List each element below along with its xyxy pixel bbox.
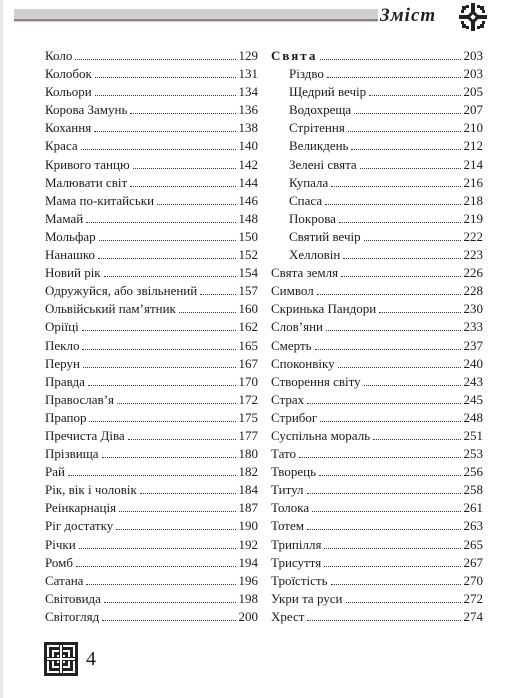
entry-title: Сатана <box>45 572 84 588</box>
entry-page-number: 222 <box>463 228 483 244</box>
entry-title: Трисуття <box>271 554 322 570</box>
entry-title: Водохреща <box>289 102 352 118</box>
toc-right-entry[interactable] <box>271 554 483 572</box>
entry-page-number: 207 <box>463 102 483 118</box>
entry-page-number: 265 <box>463 536 483 552</box>
toc-left-entry[interactable] <box>45 481 258 499</box>
entry-title: Свята <box>271 48 318 63</box>
entry-title: Правда <box>45 373 85 389</box>
entry-title: Оріїці <box>45 319 79 335</box>
toc-left-entry[interactable] <box>45 391 258 409</box>
toc-left-entry[interactable] <box>45 282 258 300</box>
entry-title: Коло <box>45 48 73 63</box>
dot-leader <box>319 465 461 476</box>
toc-left-entry[interactable] <box>45 409 258 427</box>
toc-left-entry[interactable] <box>45 264 258 282</box>
toc-right-entry[interactable] <box>271 517 483 535</box>
toc-left-entry[interactable] <box>45 572 258 590</box>
entry-title: Світогляд <box>45 608 100 624</box>
dot-leader <box>360 158 461 169</box>
page-number: 4 <box>86 648 96 670</box>
entry-page-number: 216 <box>463 174 483 190</box>
dot-leader <box>346 592 461 603</box>
toc-left-entry[interactable] <box>45 427 258 445</box>
entry-page-number: 258 <box>463 482 483 498</box>
entry-title: Краса <box>45 138 78 154</box>
entry-page-number: 274 <box>463 608 483 624</box>
entry-page-number: 180 <box>238 446 258 462</box>
entry-title: Спаса <box>289 192 323 208</box>
entry-page-number: 162 <box>238 319 258 335</box>
dot-leader <box>324 556 460 567</box>
entry-title: Створення світу <box>271 373 361 389</box>
toc-right-entry[interactable] <box>271 47 483 65</box>
toc-right-entry[interactable] <box>271 228 483 246</box>
entry-page-number: 226 <box>463 265 483 281</box>
entry-page-number: 237 <box>463 337 483 353</box>
entry-page-number: 182 <box>238 464 258 480</box>
toc-right-entry[interactable] <box>271 499 483 517</box>
entry-page-number: 160 <box>238 301 258 317</box>
dot-leader <box>320 49 460 60</box>
toc-right-entry[interactable] <box>271 427 483 445</box>
dot-leader <box>320 411 460 422</box>
entry-title: Стрітення <box>289 120 345 136</box>
toc-right-entry[interactable] <box>271 65 483 83</box>
toc-left-entry[interactable] <box>45 337 258 355</box>
entry-page-number: 253 <box>463 446 483 462</box>
entry-title: Мамай <box>45 210 84 226</box>
entry-title: Великдень <box>289 138 349 154</box>
toc-left-entry[interactable] <box>45 65 258 83</box>
dot-leader <box>95 67 236 78</box>
dot-leader <box>307 519 461 530</box>
toc-left-entry[interactable] <box>45 83 258 101</box>
toc-left-entry[interactable] <box>45 119 258 137</box>
entry-title: Смерть <box>271 337 312 353</box>
entry-title: Ромб <box>45 554 73 570</box>
dot-leader <box>331 574 461 585</box>
toc-right-entry[interactable] <box>271 264 483 282</box>
page-edge <box>0 0 3 698</box>
entry-title: Толока <box>271 500 310 516</box>
entry-title: Кривого танцю <box>45 156 130 172</box>
entry-title: Мольфар <box>45 228 96 244</box>
toc-right-entry[interactable] <box>271 481 483 499</box>
entry-title: Світовида <box>45 590 101 606</box>
entry-title: Укри та руси <box>271 590 343 606</box>
entry-title: Покрова <box>289 210 336 226</box>
toc-right-entry[interactable] <box>271 391 483 409</box>
entry-page-number: 192 <box>238 536 258 552</box>
entry-page-number: 140 <box>238 138 258 154</box>
dot-leader <box>317 284 461 295</box>
dot-leader <box>82 339 235 350</box>
toc-left-entry[interactable] <box>45 463 258 481</box>
toc-right-entry[interactable] <box>271 83 483 101</box>
entry-page-number: 203 <box>463 66 483 82</box>
dot-leader <box>341 266 460 277</box>
dot-leader <box>343 248 460 259</box>
toc-left-entry[interactable] <box>45 101 258 119</box>
entry-page-number: 144 <box>238 174 258 190</box>
dot-leader <box>79 538 236 549</box>
entry-page-number: 170 <box>238 373 258 389</box>
dot-leader <box>312 501 460 512</box>
dot-leader <box>299 447 460 458</box>
dot-leader <box>116 519 235 530</box>
entry-page-number: 261 <box>463 500 483 516</box>
entry-title: Кольори <box>45 84 92 100</box>
entry-title: Свята земля <box>271 265 339 281</box>
dot-leader <box>99 230 236 241</box>
entry-page-number: 154 <box>238 265 258 281</box>
dot-leader <box>117 393 235 404</box>
entry-page-number: 256 <box>463 464 483 480</box>
entry-title: Рік, вік і чоловік <box>45 482 137 498</box>
entry-page-number: 134 <box>238 84 258 100</box>
entry-title: Щедрий вечір <box>289 84 367 100</box>
toc-right-entry[interactable] <box>271 282 483 300</box>
dot-leader <box>89 411 235 422</box>
entry-page-number: 146 <box>238 192 258 208</box>
entry-page-number: 214 <box>463 156 483 172</box>
entry-page-number: 270 <box>463 572 483 588</box>
dot-leader <box>338 357 461 368</box>
dot-leader <box>351 139 460 150</box>
dot-leader <box>369 85 460 96</box>
entry-page-number: 223 <box>463 247 483 263</box>
dot-leader <box>102 610 235 621</box>
toc-left-entry[interactable] <box>45 554 258 572</box>
entry-title: Слов’яни <box>271 319 324 335</box>
entry-page-number: 165 <box>238 337 258 353</box>
dot-leader <box>315 339 461 350</box>
entry-title: Ріг достатку <box>45 518 114 534</box>
dot-leader <box>326 320 460 331</box>
entry-page-number: 251 <box>463 427 483 443</box>
entry-page-number: 187 <box>238 500 258 516</box>
toc-left-entry[interactable] <box>45 246 258 264</box>
entry-title: Тотем <box>271 518 304 534</box>
toc-right-entry[interactable] <box>271 246 483 264</box>
entry-title: Реінкарнація <box>45 500 117 516</box>
toc-right-entry[interactable] <box>271 174 483 192</box>
entry-page-number: 212 <box>463 138 483 154</box>
entry-page-number: 233 <box>463 319 483 335</box>
entry-title: Хрест <box>271 608 305 624</box>
dot-leader <box>102 447 236 458</box>
entry-page-number: 138 <box>238 120 258 136</box>
entry-title: Малювати світ <box>45 174 128 190</box>
entry-page-number: 230 <box>463 301 483 317</box>
entry-page-number: 218 <box>463 192 483 208</box>
entry-title: Троїстість <box>271 572 328 588</box>
entry-page-number: 167 <box>238 355 258 371</box>
header-title: Зміст <box>380 5 437 26</box>
entry-title: Тато <box>271 446 297 462</box>
dot-leader <box>88 375 236 386</box>
dot-leader <box>95 85 236 96</box>
entry-page-number: 184 <box>238 482 258 498</box>
entry-page-number: 177 <box>238 427 258 443</box>
toc-left-entry[interactable] <box>45 47 258 65</box>
entry-title: Кохання <box>45 120 92 136</box>
entry-title: Рай <box>45 464 65 480</box>
toc-left-entry[interactable] <box>45 210 258 228</box>
dot-leader <box>133 158 236 169</box>
entry-title: Трипілля <box>271 536 322 552</box>
dot-leader <box>83 357 236 368</box>
entry-title: Пекло <box>45 337 80 353</box>
entry-title: Мама по-китайськи <box>45 192 155 208</box>
dot-leader <box>140 483 236 494</box>
entry-page-number: 200 <box>238 608 258 624</box>
entry-page-number: 129 <box>238 48 258 63</box>
dot-leader <box>104 592 236 603</box>
toc-left-entry[interactable] <box>45 590 258 608</box>
dot-leader <box>307 483 461 494</box>
entry-title: Річки <box>45 536 76 552</box>
toc-left-entry[interactable] <box>45 355 258 373</box>
dot-leader <box>307 393 460 404</box>
dot-leader <box>130 176 235 187</box>
entry-title: Творець <box>271 464 316 480</box>
dot-leader <box>325 194 460 205</box>
toc-left-entry[interactable] <box>45 192 258 210</box>
toc-left-column <box>45 47 258 626</box>
toc-right-entry[interactable] <box>271 463 483 481</box>
dot-leader <box>331 176 460 187</box>
entry-title: Різдво <box>289 66 324 82</box>
dot-leader <box>119 501 235 512</box>
entry-page-number: 267 <box>463 554 483 570</box>
entry-page-number: 152 <box>238 247 258 263</box>
dot-leader <box>86 574 235 585</box>
toc-left-entry[interactable] <box>45 156 258 174</box>
dot-leader <box>339 212 461 223</box>
dot-leader <box>379 302 460 313</box>
entry-page-number: 150 <box>238 228 258 244</box>
entry-title: Одружуйся, або звільнений <box>45 283 198 299</box>
entry-title: Колобок <box>45 66 92 82</box>
toc-right-entry[interactable] <box>271 572 483 590</box>
entry-page-number: 190 <box>238 518 258 534</box>
entry-page-number: 263 <box>463 518 483 534</box>
entry-title: Пречиста Діва <box>45 427 125 443</box>
entry-page-number: 194 <box>238 554 258 570</box>
entry-title: Хелловін <box>289 247 341 263</box>
entry-title: Споконвіку <box>271 355 335 371</box>
entry-page-number: 203 <box>463 48 483 63</box>
toc-left-entry[interactable] <box>45 517 258 535</box>
dot-leader <box>68 465 236 476</box>
dot-leader <box>104 266 236 277</box>
entry-page-number: 175 <box>238 409 258 425</box>
dot-leader <box>327 67 461 78</box>
toc-right-entry[interactable] <box>271 590 483 608</box>
toc-left-entry[interactable] <box>45 228 258 246</box>
dot-leader <box>81 139 236 150</box>
entry-page-number: 228 <box>463 283 483 299</box>
dot-leader <box>157 194 235 205</box>
entry-page-number: 248 <box>463 409 483 425</box>
entry-title: Ольвійський пам’ятник <box>45 301 176 317</box>
toc-right-entry[interactable] <box>271 409 483 427</box>
toc-left-entry[interactable] <box>45 300 258 318</box>
embroidery-ornament-icon <box>44 642 78 676</box>
toc-right-entry[interactable] <box>271 137 483 155</box>
entry-title: Страх <box>271 391 305 407</box>
toc-left-entry[interactable] <box>45 373 258 391</box>
header-rule-line <box>14 19 378 21</box>
dot-leader <box>373 429 460 440</box>
entry-page-number: 198 <box>238 590 258 606</box>
toc-right-entry[interactable] <box>271 156 483 174</box>
dot-leader <box>76 556 236 567</box>
entry-page-number: 157 <box>238 283 258 299</box>
dot-leader <box>348 121 461 132</box>
entry-page-number: 136 <box>238 102 258 118</box>
toc-right-entry[interactable] <box>271 445 483 463</box>
toc-left-entry[interactable] <box>45 445 258 463</box>
toc-left-entry[interactable] <box>45 137 258 155</box>
entry-title: Православ’я <box>45 391 115 407</box>
dot-leader <box>130 103 235 114</box>
dot-leader <box>200 284 235 295</box>
entry-page-number: 219 <box>463 210 483 226</box>
toc-left-entry[interactable] <box>45 536 258 554</box>
entry-page-number: 243 <box>463 373 483 389</box>
dot-leader <box>75 49 235 60</box>
toc-right-column <box>271 47 483 626</box>
entry-page-number: 196 <box>238 572 258 588</box>
dot-leader <box>354 103 460 114</box>
dot-leader <box>307 610 460 621</box>
dot-leader <box>86 212 235 223</box>
dot-leader <box>128 429 236 440</box>
entry-page-number: 131 <box>238 66 258 82</box>
entry-page-number: 240 <box>463 355 483 371</box>
toc-left-entry[interactable] <box>45 318 258 336</box>
entry-title: Нанашко <box>45 247 96 263</box>
dot-leader <box>324 538 460 549</box>
toc-right-entry[interactable] <box>271 355 483 373</box>
entry-title: Новий рік <box>45 265 101 281</box>
toc-left-entry[interactable] <box>45 608 258 626</box>
entry-title: Суспільна мораль <box>271 427 371 443</box>
entry-title: Прапор <box>45 409 87 425</box>
dot-leader <box>94 121 235 132</box>
toc-right-entry[interactable] <box>271 536 483 554</box>
toc-right-entry[interactable] <box>271 300 483 318</box>
entry-page-number: 142 <box>238 156 258 172</box>
entry-title: Перун <box>45 355 80 371</box>
dot-leader <box>82 320 236 331</box>
entry-title: Святий вечір <box>289 228 361 244</box>
toc-right-entry[interactable] <box>271 608 483 626</box>
toc-right-entry[interactable] <box>271 210 483 228</box>
entry-page-number: 148 <box>238 210 258 226</box>
entry-title: Корова Замунь <box>45 102 128 118</box>
entry-title: Титул <box>271 482 304 498</box>
entry-title: Символ <box>271 283 314 299</box>
entry-page-number: 272 <box>463 590 483 606</box>
toc-right-entry[interactable] <box>271 337 483 355</box>
dot-leader <box>364 230 461 241</box>
toc-right-entry[interactable] <box>271 101 483 119</box>
toc-right-entry[interactable] <box>271 373 483 391</box>
toc-left-entry[interactable] <box>45 499 258 517</box>
entry-page-number: 172 <box>238 391 258 407</box>
toc-right-entry[interactable] <box>271 192 483 210</box>
toc-left-entry[interactable] <box>45 174 258 192</box>
dot-leader <box>364 375 461 386</box>
toc-right-entry[interactable] <box>271 318 483 336</box>
dot-leader <box>98 248 235 259</box>
dot-leader <box>179 302 236 313</box>
entry-title: Купала <box>289 174 329 190</box>
entry-title: Прізвища <box>45 446 99 462</box>
toc-right-entry[interactable] <box>271 119 483 137</box>
entry-title: Зелені свята <box>289 156 357 172</box>
entry-title: Скринька Пандори <box>271 301 377 317</box>
snowflake-ornament-icon <box>458 2 488 32</box>
entry-page-number: 245 <box>463 391 483 407</box>
entry-page-number: 205 <box>463 84 483 100</box>
entry-title: Стрибог <box>271 409 318 425</box>
entry-page-number: 210 <box>463 120 483 136</box>
